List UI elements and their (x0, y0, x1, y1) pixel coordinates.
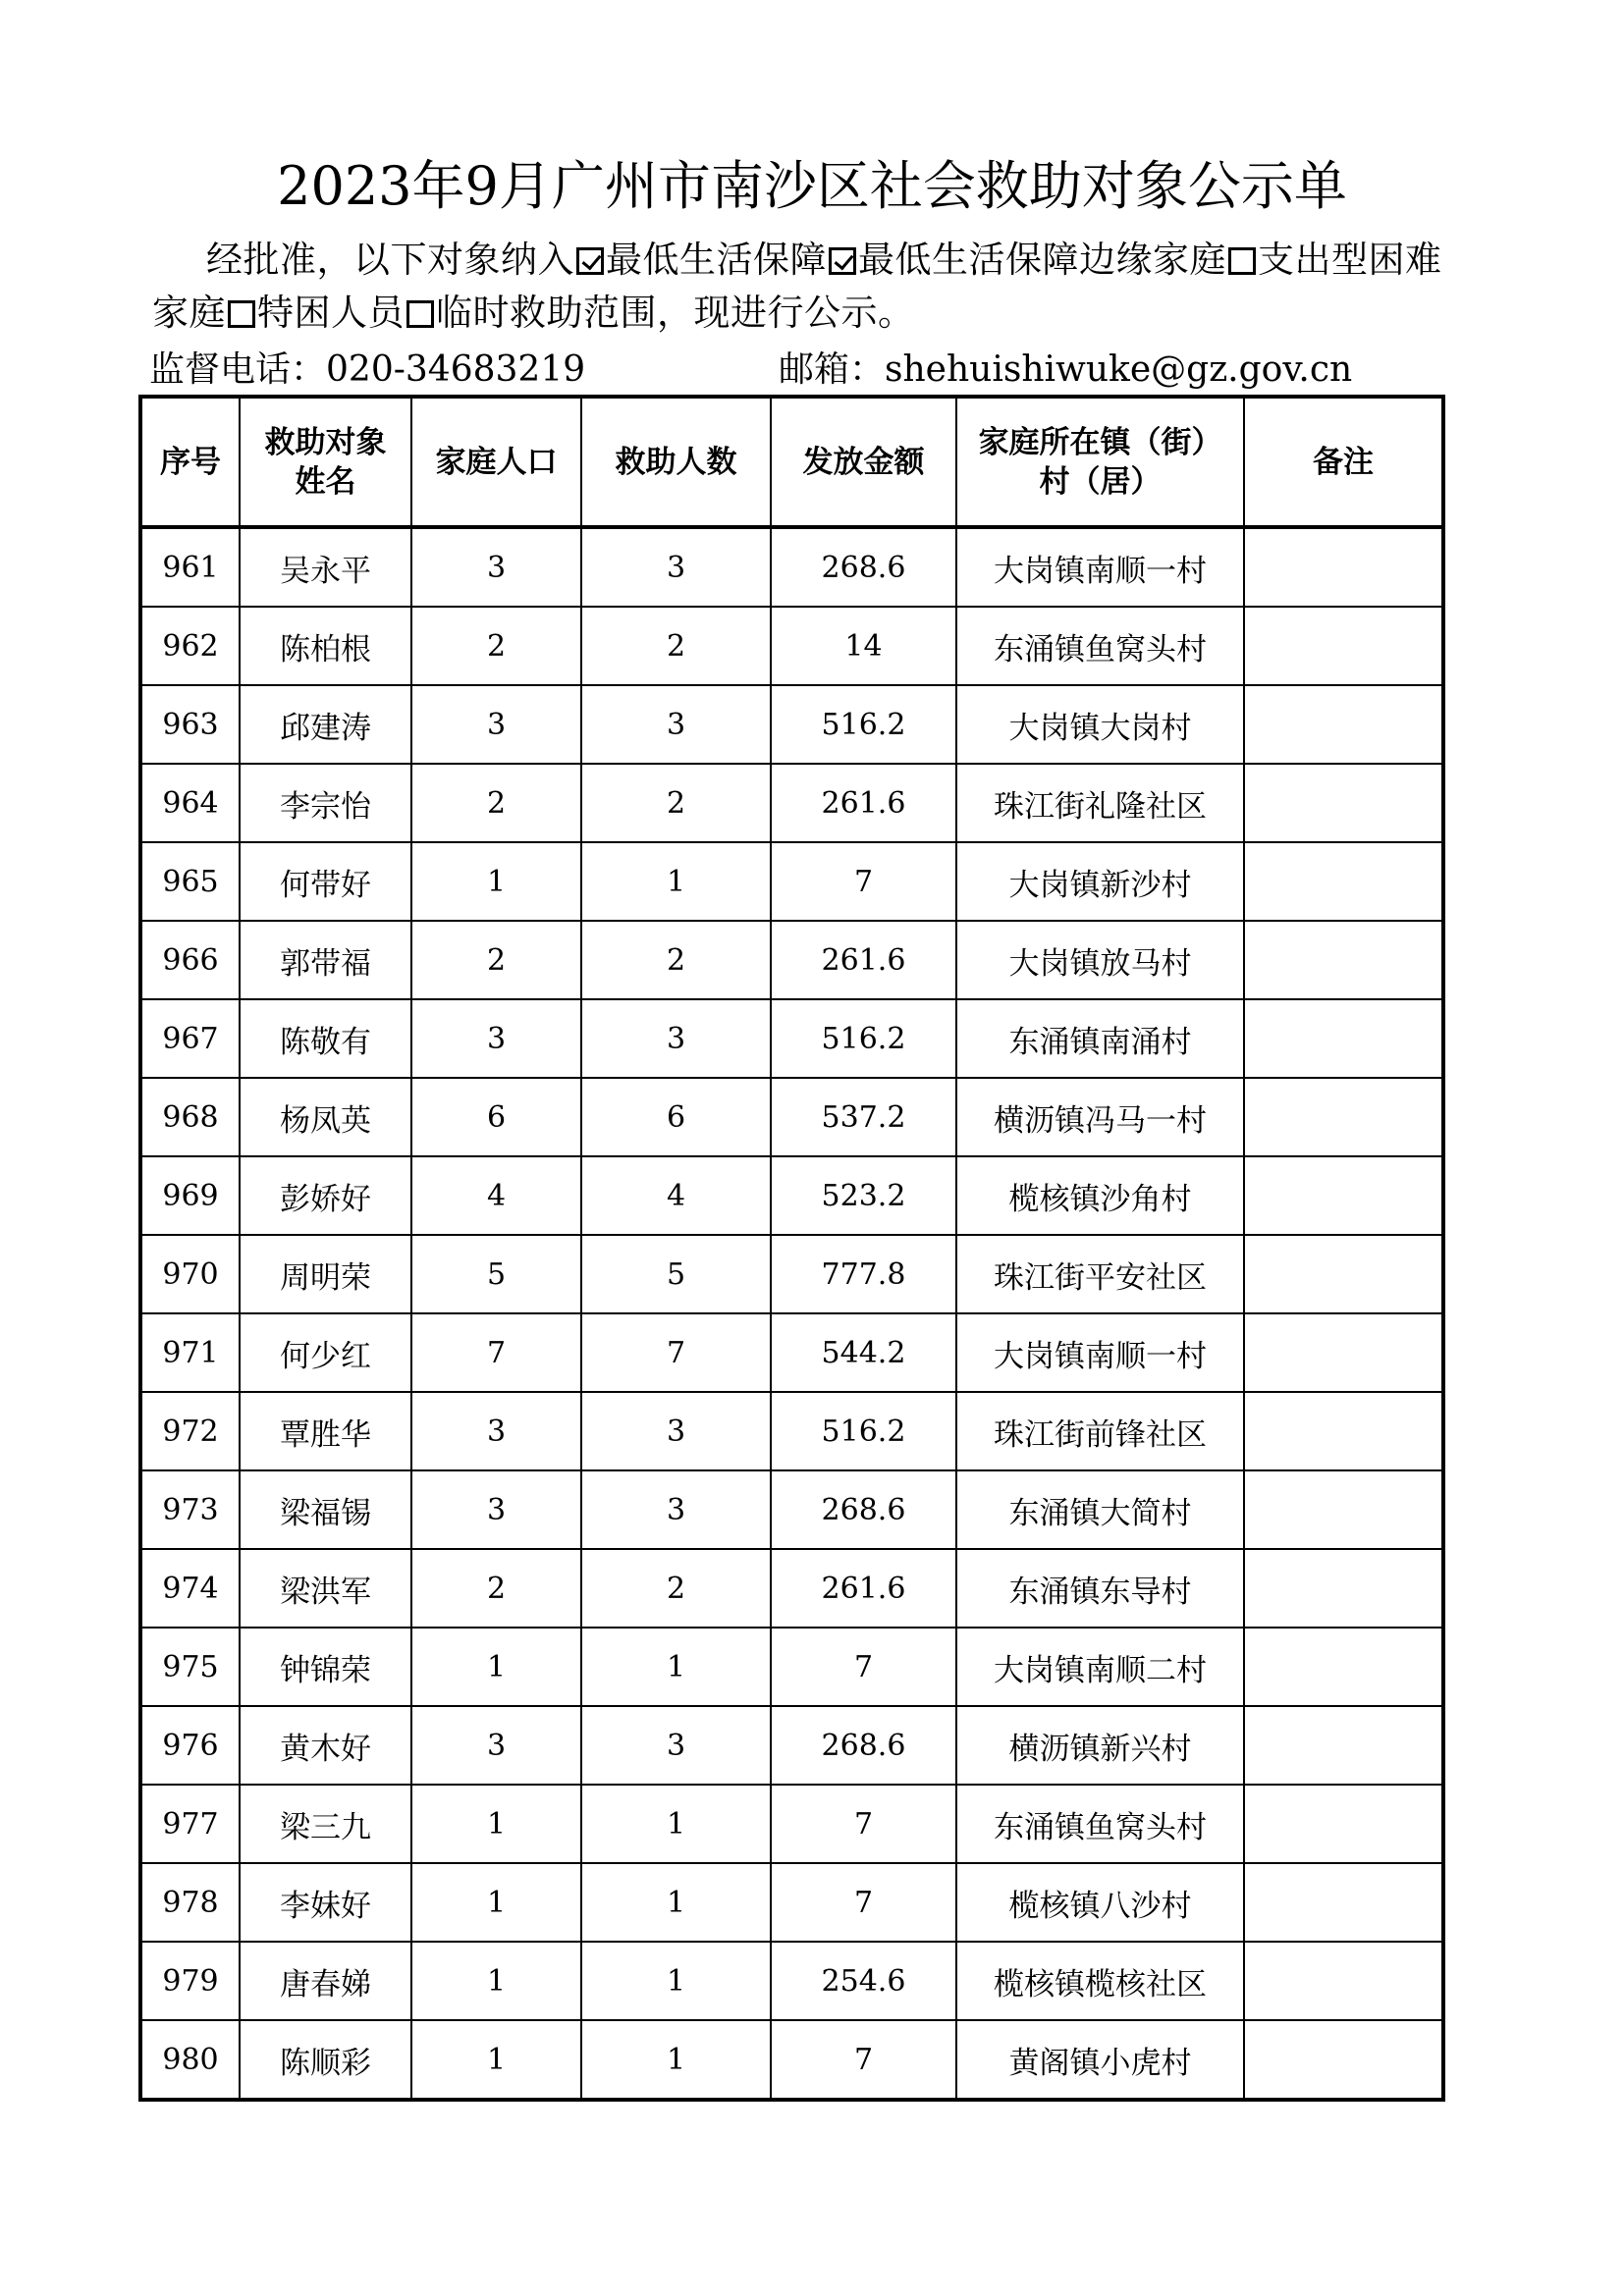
email-address: shehuishiwuke@gz.gov.cn (885, 349, 1353, 390)
checked-checkbox-icon (576, 247, 604, 275)
cell-household: 4 (411, 1156, 581, 1235)
cell-index: 966 (140, 921, 240, 999)
phone-number: 020-34683219 (326, 349, 586, 390)
cell-remark (1244, 1785, 1443, 1863)
cell-aided: 4 (581, 1156, 771, 1235)
cell-address: 大岗镇南顺一村 (956, 527, 1244, 607)
cell-index: 965 (140, 842, 240, 921)
cell-amount: 14 (771, 607, 956, 685)
cell-household: 2 (411, 1549, 581, 1628)
cell-name: 邱建涛 (240, 685, 411, 764)
cell-index: 980 (140, 2020, 240, 2100)
cell-address: 横沥镇新兴村 (956, 1706, 1244, 1785)
cell-aided: 1 (581, 2020, 771, 2100)
cell-household: 3 (411, 1706, 581, 1785)
cell-household: 1 (411, 1942, 581, 2020)
cell-aided: 6 (581, 1078, 771, 1156)
supervision-email (779, 346, 1352, 395)
cell-index: 964 (140, 764, 240, 842)
cell-remark (1244, 1235, 1443, 1313)
cell-name: 陈敬有 (240, 999, 411, 1078)
supervision-phone (149, 346, 585, 395)
cell-name: 郭带福 (240, 921, 411, 999)
cell-amount: 777.8 (771, 1235, 956, 1313)
table-row (140, 842, 1443, 921)
table-row (140, 1078, 1443, 1156)
cell-household: 3 (411, 685, 581, 764)
cell-index: 969 (140, 1156, 240, 1235)
cell-household: 2 (411, 764, 581, 842)
cell-remark (1244, 1706, 1443, 1785)
cell-aided: 2 (581, 607, 771, 685)
cell-remark (1244, 607, 1443, 685)
cell-address: 榄核镇沙角村 (956, 1156, 1244, 1235)
cell-address: 东涌镇大简村 (956, 1470, 1244, 1549)
cell-remark (1244, 921, 1443, 999)
cell-remark (1244, 2020, 1443, 2100)
cell-index: 971 (140, 1313, 240, 1392)
cell-index: 970 (140, 1235, 240, 1313)
cell-amount: 544.2 (771, 1313, 956, 1392)
cell-name: 陈顺彩 (240, 2020, 411, 2100)
cell-address: 东涌镇鱼窝头村 (956, 607, 1244, 685)
cell-address: 东涌镇东导村 (956, 1549, 1244, 1628)
cell-name: 李妹好 (240, 1863, 411, 1942)
unchecked-checkbox-icon (406, 300, 434, 328)
table-row (140, 685, 1443, 764)
cell-aided: 7 (581, 1313, 771, 1392)
cell-household: 5 (411, 1235, 581, 1313)
unchecked-checkbox-icon (1228, 247, 1256, 275)
cell-remark (1244, 999, 1443, 1078)
cell-household: 3 (411, 1470, 581, 1549)
header-name (240, 397, 411, 527)
cell-aided: 2 (581, 764, 771, 842)
cell-name: 何少红 (240, 1313, 411, 1392)
cell-amount: 537.2 (771, 1078, 956, 1156)
cell-name: 何带好 (240, 842, 411, 921)
table-row (140, 1549, 1443, 1628)
cell-amount: 268.6 (771, 1470, 956, 1549)
cell-address: 珠江街前锋社区 (956, 1392, 1244, 1470)
table-body (140, 527, 1443, 2100)
cell-index: 972 (140, 1392, 240, 1470)
table-header-row (140, 397, 1443, 527)
cell-address: 大岗镇放马村 (956, 921, 1244, 999)
cell-household: 2 (411, 607, 581, 685)
header-name-line2: 姓名 (295, 463, 356, 500)
cell-address: 榄核镇八沙村 (956, 1863, 1244, 1942)
cell-household: 1 (411, 842, 581, 921)
header-address (956, 397, 1244, 527)
cell-name: 吴永平 (240, 527, 411, 607)
cell-index: 977 (140, 1785, 240, 1863)
table-row (140, 1785, 1443, 1863)
cell-name: 钟锦荣 (240, 1628, 411, 1706)
cell-household: 7 (411, 1313, 581, 1392)
page-title: 2023年9月广州市南沙区社会救助对象公示单 (277, 155, 1347, 217)
cell-remark (1244, 1863, 1443, 1942)
cell-name: 覃胜华 (240, 1392, 411, 1470)
cell-amount: 523.2 (771, 1156, 956, 1235)
cell-household: 1 (411, 2020, 581, 2100)
cell-address: 大岗镇大岗村 (956, 685, 1244, 764)
cell-remark (1244, 527, 1443, 607)
cell-name: 杨凤英 (240, 1078, 411, 1156)
header-name-line1: 救助对象 (264, 424, 387, 460)
cell-aided: 2 (581, 1549, 771, 1628)
checked-checkbox-icon (829, 247, 856, 275)
unchecked-checkbox-icon (228, 300, 255, 328)
cell-name: 陈柏根 (240, 607, 411, 685)
aid-recipient-table (138, 395, 1445, 2102)
table-row (140, 1392, 1443, 1470)
cell-remark (1244, 1156, 1443, 1235)
cell-amount: 7 (771, 842, 956, 921)
table-row (140, 1706, 1443, 1785)
cell-household: 2 (411, 921, 581, 999)
cell-remark (1244, 1470, 1443, 1549)
header-remark: 备注 (1244, 397, 1443, 527)
table-row (140, 527, 1443, 607)
cell-remark (1244, 1313, 1443, 1392)
header-address-line1: 家庭所在镇（街） (978, 424, 1222, 460)
table-row (140, 1863, 1443, 1942)
cell-name: 唐春娣 (240, 1942, 411, 2020)
intro-item-label: 最低生活保障边缘家庭 (858, 239, 1226, 281)
cell-index: 976 (140, 1706, 240, 1785)
cell-aided: 3 (581, 1706, 771, 1785)
table-row (140, 607, 1443, 685)
cell-aided: 1 (581, 1628, 771, 1706)
cell-aided: 1 (581, 1942, 771, 2020)
cell-household: 3 (411, 1392, 581, 1470)
cell-amount: 261.6 (771, 1549, 956, 1628)
cell-name: 梁三九 (240, 1785, 411, 1863)
table-row (140, 1942, 1443, 2020)
table-row (140, 764, 1443, 842)
table-row (140, 999, 1443, 1078)
cell-amount: 7 (771, 1785, 956, 1863)
cell-remark (1244, 1078, 1443, 1156)
cell-household: 6 (411, 1078, 581, 1156)
cell-amount: 7 (771, 1628, 956, 1706)
cell-name: 李宗怡 (240, 764, 411, 842)
cell-address: 珠江街礼隆社区 (956, 764, 1244, 842)
cell-amount: 268.6 (771, 527, 956, 607)
cell-aided: 3 (581, 527, 771, 607)
cell-remark (1244, 764, 1443, 842)
cell-name: 梁福锡 (240, 1470, 411, 1549)
cell-index: 975 (140, 1628, 240, 1706)
cell-amount: 516.2 (771, 685, 956, 764)
cell-address: 大岗镇南顺二村 (956, 1628, 1244, 1706)
cell-index: 979 (140, 1942, 240, 2020)
cell-address: 东涌镇南涌村 (956, 999, 1244, 1078)
cell-name: 周明荣 (240, 1235, 411, 1313)
cell-address: 东涌镇鱼窝头村 (956, 1785, 1244, 1863)
cell-aided: 3 (581, 1392, 771, 1470)
cell-index: 978 (140, 1863, 240, 1942)
cell-household: 1 (411, 1628, 581, 1706)
cell-index: 963 (140, 685, 240, 764)
cell-address: 大岗镇新沙村 (956, 842, 1244, 921)
cell-index: 968 (140, 1078, 240, 1156)
cell-amount: 254.6 (771, 1942, 956, 2020)
intro-item-label: 临时救助范围，现进行公示。 (436, 292, 915, 334)
cell-remark (1244, 685, 1443, 764)
cell-aided: 5 (581, 1235, 771, 1313)
table-row (140, 1235, 1443, 1313)
cell-household: 3 (411, 999, 581, 1078)
cell-amount: 268.6 (771, 1706, 956, 1785)
cell-amount: 516.2 (771, 1392, 956, 1470)
intro-lead: 经批准，以下对象纳入 (206, 239, 574, 281)
cell-amount: 7 (771, 2020, 956, 2100)
cell-aided: 2 (581, 921, 771, 999)
cell-amount: 261.6 (771, 921, 956, 999)
cell-index: 974 (140, 1549, 240, 1628)
phone-label: 监督电话： (149, 349, 327, 390)
cell-aided: 1 (581, 1785, 771, 1863)
cell-name: 彭娇好 (240, 1156, 411, 1235)
cell-address: 榄核镇榄核社区 (956, 1942, 1244, 2020)
cell-aided: 3 (581, 685, 771, 764)
cell-aided: 3 (581, 999, 771, 1078)
cell-address: 珠江街平安社区 (956, 1235, 1244, 1313)
cell-index: 973 (140, 1470, 240, 1549)
intro-item-label: 特困人员 (257, 292, 405, 334)
intro-item-label: 最低生活保障 (606, 239, 827, 281)
header-amount: 发放金额 (771, 397, 956, 527)
intro-item-label: 支出型困难家庭 (152, 239, 1442, 334)
cell-amount: 7 (771, 1863, 956, 1942)
header-address-line2: 村（居） (1039, 463, 1162, 500)
cell-address: 大岗镇南顺一村 (956, 1313, 1244, 1392)
cell-address: 黄阁镇小虎村 (956, 2020, 1244, 2100)
cell-address: 横沥镇冯马一村 (956, 1078, 1244, 1156)
cell-household: 1 (411, 1785, 581, 1863)
intro-paragraph (152, 234, 1448, 340)
cell-remark (1244, 1628, 1443, 1706)
header-aided: 救助人数 (581, 397, 771, 527)
email-label: 邮箱： (779, 349, 886, 390)
cell-index: 962 (140, 607, 240, 685)
table-row (140, 1470, 1443, 1549)
cell-name: 梁洪军 (240, 1549, 411, 1628)
cell-household: 1 (411, 1863, 581, 1942)
header-index: 序号 (140, 397, 240, 527)
table-row (140, 921, 1443, 999)
cell-aided: 1 (581, 1863, 771, 1942)
cell-index: 967 (140, 999, 240, 1078)
cell-aided: 1 (581, 842, 771, 921)
cell-amount: 261.6 (771, 764, 956, 842)
table-row (140, 2020, 1443, 2100)
cell-remark (1244, 1549, 1443, 1628)
cell-remark (1244, 842, 1443, 921)
header-household: 家庭人口 (411, 397, 581, 527)
table-row (140, 1156, 1443, 1235)
cell-aided: 3 (581, 1470, 771, 1549)
table-row (140, 1313, 1443, 1392)
cell-amount: 516.2 (771, 999, 956, 1078)
cell-remark (1244, 1392, 1443, 1470)
cell-remark (1244, 1942, 1443, 2020)
cell-household: 3 (411, 527, 581, 607)
cell-name: 黄木好 (240, 1706, 411, 1785)
table-row (140, 1628, 1443, 1706)
cell-index: 961 (140, 527, 240, 607)
